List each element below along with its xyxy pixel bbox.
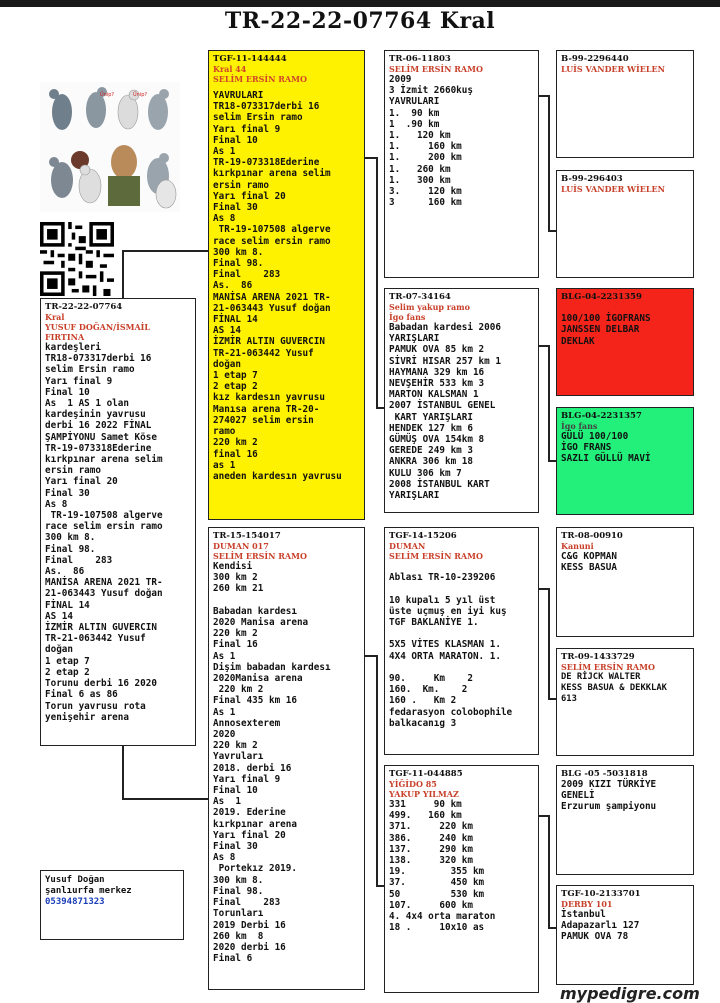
ring-number: TR-22-22-07764 (45, 302, 123, 312)
connector-line (122, 746, 124, 798)
pigeon-name: Kanuni (561, 541, 594, 551)
owner-name: İgo fans (561, 421, 598, 431)
great-grandparent-card-1[interactable] (556, 50, 694, 158)
owner-name: SELİM ERSİN RAMO (213, 551, 307, 561)
pedigree-notes: kardeşleri TR18-073317derbi 16 selim Ersin ramo Yarı final 9 Final 10 As 1 AS 1 olan kardeşinin yavrusu derbi 16 2022 FİNAL ŞAMPİYONU Samet Köse TR-19-073318Ederine kırkpınar arena selim ersin ramo Yarı final 20 Final 30 As 8 TR-19-107508 algerve race selim ersin ramo 300 km 8. Final 98. Final 283 As. 86 MANİSA ARENA 2021 TR- 21-063443 Yusuf doğan FİNAL 14 AS 14 İZMİR ALTIN GUVERCIN TR-21-063442 Yusuf doğan 1 etap 7 2 etap 2 Torunu derbi 16 2020 Final 6 as 86 Torun yavrusu rota yenişehir arena (45, 342, 163, 723)
connector-line (376, 885, 384, 887)
ring-number: TR-09-1433729 (561, 652, 635, 662)
great-grandparent-card-4[interactable] (556, 407, 694, 515)
connector-line (376, 157, 378, 407)
connector-line (548, 927, 556, 929)
owner-name: SELİM ERSİN RAMO (389, 64, 483, 74)
great-grandparent-card-6[interactable] (556, 648, 694, 756)
top-bar (0, 0, 720, 7)
connector-line (122, 250, 124, 298)
pigeon-name: DERBY 101 (561, 899, 613, 909)
pigeon-name: YİĞİDO 85 (389, 779, 437, 789)
owner-name: LUİS VANDER WİELEN (561, 184, 665, 194)
owner-name: SELİM ERSİN RAMO (561, 662, 655, 672)
photo-label: Ünip? (133, 92, 148, 98)
pedigree-notes: Kendisi 300 km 2 260 km 21 Babadan kardesı 2020 Manisa arena 220 km 2 Final 16 As 1 Dişim babadan kardesı 2020Manisa arena 220 km 2 Final 435 km 16 As 1 Annosexterem 2020 220 km 2 Yavruları 2018. derbi 16 Yarı final 9 Final 10 As 1 2019. Ederine kırkpınar arena Yarı final 20 Final 30 As 8 Portekız 2019. 300 km 8. Final 98. Final 283 Torunları 2019 Derbi 16 260 km 8 2020 derbi 16 Final 6 (213, 561, 331, 965)
connector-line (548, 95, 550, 230)
pedigree-notes: 2009 KIZI TÜRKİYE GENELİ Erzurum şampiyonu (561, 779, 657, 813)
great-grandparent-card-2[interactable] (556, 170, 694, 278)
ring-number: B-99-2296440 (561, 54, 629, 64)
pedigree-notes: GÜLÜ 100/100 İGO FRANS SAZLI GÜLLÜ MAVİ (561, 431, 651, 465)
ring-number: TGF-11-044885 (389, 769, 463, 779)
pedigree-notes: YAVRULARI TR18-073317derbi 16 selim Ersin ramo Yarı final 9 Final 10 As 1 TR-19-073318Ederine kırkpınar arena selim ersin ramo Yarı final 20 Final 30 As 8 TR-19-107508 algerve race selim ersin ramo 300 km 8. Final 98. Final 283 As. 86 MANİSA ARENA 2021 TR- 21-063443 Yusuf doğan FİNAL 14 AS 14 İZMİR ALTIN GUVERCIN TR-21-063442 Yusuf doğan 1 etap 7 2 etap 2 kız kardesın yavrusu Manısa arena TR-20- 274027 selim ersin ramo 220 km 2 final 16 as 1 aneden kardesın yavrusu (213, 90, 342, 482)
pedigree-notes: DE RİJCK WALTER KESS BASUA & DEKKLAK 613 (561, 672, 667, 705)
sire-dam-card[interactable] (384, 288, 539, 513)
ring-number: TR-06-11803 (389, 54, 451, 64)
qr-code[interactable] (40, 222, 114, 296)
owner-name: İgo fans (389, 312, 426, 322)
connector-line (538, 588, 548, 590)
ring-number: TGF-14-15206 (389, 531, 457, 541)
connector-line (548, 230, 556, 232)
connector-line (122, 250, 210, 252)
ring-number: TGF-10-2133701 (561, 889, 641, 899)
pigeon-name: Kral (45, 312, 65, 322)
pedigree-notes: İstanbul Adapazarlı 127 PAMUK OVA 78 (561, 909, 640, 943)
contact-card (40, 870, 184, 940)
owner-name: LUİS VANDER WİELEN (561, 64, 665, 74)
pedigree-notes: Babadan kardesi 2006 YARIŞLARI PAMUK OVA 85 km 2 SİVRİ HISAR 257 km 1 HAYMANA 329 km 16 NEVŞEHİR 533 km 3 MARTON KALSMAN 1 2007 İSTANBUL GENEL KART YARIŞLARI HENDEK 127 km 6 GÜMÜŞ OVA 154km 8 GEREDE 249 km 3 ANKRA 306 km 18 KULU 306 km 7 2008 İSTANBUL KART YARIŞLARI (389, 322, 501, 502)
owner-name: YAKUP YILMAZ (389, 789, 459, 799)
connector-line (548, 460, 556, 462)
pigeon-name: Selim yakup ramo (389, 302, 470, 312)
connector-line (538, 815, 548, 817)
great-grandparent-card-5[interactable] (556, 527, 694, 637)
pigeon-name: DUMAN (389, 541, 426, 551)
connector-line (548, 815, 550, 927)
connector-line (376, 655, 378, 885)
site-watermark: mypedigre.com (560, 984, 700, 1003)
pedigree-notes: 2009 3 İzmit 2660kuş YAVRULARI 1. 90 km 1 .90 km 1. 120 km 1. 160 km 1. 200 km 1. 260 km 1. 300 km 3. 120 km 3 160 km (389, 74, 473, 209)
ring-number: TR-08-00910 (561, 531, 623, 541)
pigeon-photo-collage (40, 82, 180, 212)
subject-card[interactable] (40, 298, 196, 746)
dam-dam-card[interactable] (384, 765, 539, 993)
connector-line (538, 95, 548, 97)
owner-name: SELİM ERSİN RAMO (389, 551, 483, 561)
connector-line (122, 798, 210, 800)
contact-name: Yusuf Doğan (45, 875, 105, 885)
connector-line (548, 345, 550, 460)
great-grandparent-card-7[interactable] (556, 765, 694, 875)
great-grandparent-card-8[interactable] (556, 885, 694, 985)
connector-line (364, 157, 376, 159)
pedigree-notes: Ablası TR-10-239206 10 kupalı 5 yıl üst üste uçmuş en iyi kuş TGF BAKLANİYE 1. 5X5 VİTES KLASMAN 1. 4X4 ORTA MARATON. 1. 90. Km 2 160. Km. 2 160 . Km 2 fedarasyon colobophile balkacanıg 3 (389, 572, 513, 729)
ring-number: BLG-04-2231359 (561, 292, 642, 302)
connector-line (376, 407, 384, 409)
pedigree-notes: C&G KOPMAN KESS BASUA (561, 551, 617, 574)
ring-number: B-99-296403 (561, 174, 623, 184)
pedigree-notes: 331 90 km 499. 160 km 371. 220 km 386. 240 km 137. 290 km 138. 320 km 19. 355 km 37. 450 km 50 530 km 107. 600 km 4. 4x4 orta maraton 18 . 10x10 as (389, 799, 496, 934)
sire-card[interactable] (208, 50, 365, 520)
page-title: TR-22-22-07764 Kral (224, 8, 496, 34)
ring-number: BLG-04-2231357 (561, 411, 642, 421)
connector-line (548, 698, 556, 700)
owner-name: YUSUF DOĞAN/İSMAİL FIRTINA (45, 322, 151, 342)
pigeon-name: DUMAN 017 (213, 541, 269, 551)
dam-sire-card[interactable] (384, 527, 539, 755)
ring-number: TR-15-154017 (213, 531, 281, 541)
dam-card[interactable] (208, 527, 365, 990)
connector-line (364, 655, 376, 657)
connector-line (548, 588, 550, 698)
pigeon-name: Kral 44 (213, 64, 247, 74)
contact-city: şanlıurfa merkez (45, 886, 132, 896)
photo-label: Ünip? (100, 92, 115, 98)
ring-number: TGF-11-144444 (213, 54, 287, 64)
great-grandparent-card-3[interactable] (556, 288, 694, 396)
qr-code-icon (40, 222, 114, 296)
ring-number: TR-07-34164 (389, 292, 451, 302)
ring-number: BLG -05 -5031818 (561, 769, 648, 779)
sire-sire-card[interactable] (384, 50, 539, 278)
owner-name: SELİM ERSİN RAMO (213, 74, 307, 84)
pigeon-icon (40, 82, 180, 212)
pedigree-notes: 100/100 İGOFRANS JANSSEN DELBAR DEKLAK (561, 313, 651, 347)
connector-line (538, 345, 548, 347)
contact-phone[interactable]: 05394871323 (45, 897, 105, 907)
